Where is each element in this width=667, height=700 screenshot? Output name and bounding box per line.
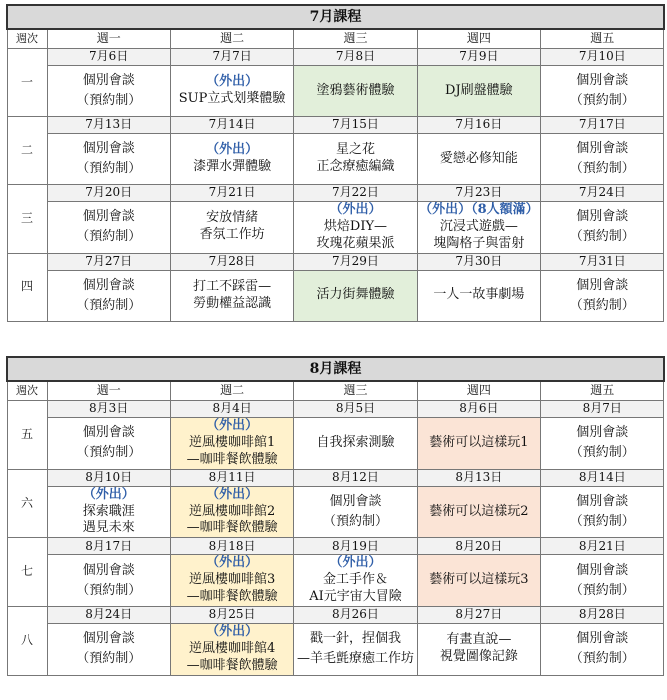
date-cell: 8月10日 — [47, 469, 170, 486]
weekday-header: 週二 — [170, 381, 293, 401]
july-title: 7月課程 — [7, 5, 664, 29]
activity-cell — [170, 270, 293, 321]
activity-text: 逆風樓咖啡館2 — [188, 503, 276, 519]
weekday-header: 週五 — [541, 29, 664, 49]
activity-row — [7, 624, 664, 676]
activity-cell — [47, 270, 170, 321]
date-cell: 8月4日 — [170, 401, 293, 418]
date-row — [7, 117, 664, 134]
activity-cell — [294, 202, 417, 254]
date-cell: 8月12日 — [294, 469, 417, 486]
date-cell: 7月20日 — [47, 185, 170, 202]
date-cell: 8月6日 — [417, 401, 540, 418]
activity-text: 逆風樓咖啡館4 — [188, 640, 276, 656]
date-cell: 7月7日 — [170, 49, 293, 66]
date-cell: 8月24日 — [47, 607, 170, 624]
activity-cell — [170, 202, 293, 254]
activity-cell — [47, 202, 170, 254]
july-schedule-table — [6, 4, 665, 322]
date-cell: 8月19日 — [294, 538, 417, 555]
activity-cell — [47, 555, 170, 607]
outing-label: （外出） — [329, 202, 382, 217]
date-cell: 7月21日 — [170, 185, 293, 202]
date-cell: 8月11日 — [170, 469, 293, 486]
activity-cell — [541, 202, 664, 254]
activity-cell — [294, 134, 417, 185]
activity-cell — [417, 486, 540, 538]
activity-text: 個別會談 — [576, 562, 629, 578]
activity-text: 個別會談 — [82, 562, 135, 578]
activity-cell — [170, 134, 293, 185]
activity-text: —羊毛氈療癒工作坊 — [296, 651, 414, 667]
date-cell: 7月14日 — [170, 117, 293, 134]
activity-cell — [294, 486, 417, 538]
activity-text: 藝術可以這樣玩3 — [429, 572, 529, 588]
activity-text: 視覺圖像記錄 — [439, 649, 518, 665]
date-cell: 7月15日 — [294, 117, 417, 134]
outing-label: （外出） — [206, 486, 259, 502]
activity-text: SUP立式划槳體驗 — [178, 91, 286, 106]
activity-text: 愛戀必修知能 — [439, 150, 518, 166]
date-cell: 7月28日 — [170, 253, 293, 270]
date-cell: 7月24日 — [541, 185, 664, 202]
date-cell: 8月25日 — [170, 607, 293, 624]
activity-text: —咖啡餐飲體驗 — [186, 451, 278, 467]
activity-text: （預約制） — [569, 582, 635, 598]
week-number: 一 — [7, 49, 47, 117]
activity-cell — [417, 624, 540, 676]
outing-label: （外出）（8人額滿） — [419, 202, 539, 217]
activity-text: 自我探索測驗 — [316, 434, 395, 450]
activity-row — [7, 486, 664, 538]
activity-text: 個別會談 — [576, 493, 629, 509]
weekday-header: 週二 — [170, 29, 293, 49]
week-number: 四 — [7, 253, 47, 321]
activity-text: 正念療癒編織 — [316, 159, 395, 174]
date-row — [7, 607, 664, 624]
activity-cell — [417, 270, 540, 321]
activity-text: 探索職涯 — [82, 503, 135, 519]
activity-cell — [294, 66, 417, 117]
july-header-row — [7, 29, 664, 49]
date-cell: 7月9日 — [417, 49, 540, 66]
activity-text: —咖啡餐飲體驗 — [186, 520, 278, 536]
weekday-header: 週三 — [294, 381, 417, 401]
week-number: 三 — [7, 185, 47, 254]
august-header-row — [7, 381, 664, 401]
activity-text: 一人一故事劇場 — [433, 287, 525, 303]
activity-text: （預約制） — [76, 445, 142, 461]
activity-row — [7, 202, 664, 254]
activity-text: 個別會談 — [576, 631, 629, 647]
date-row — [7, 49, 664, 66]
activity-text: （預約制） — [76, 651, 142, 667]
activity-text: 玫瑰花蘋果派 — [316, 235, 395, 251]
activity-text: 遇見未來 — [82, 520, 135, 536]
weekday-header: 週五 — [541, 381, 664, 401]
activity-text: 星之花 — [335, 142, 375, 158]
date-cell: 8月5日 — [294, 401, 417, 418]
activity-text: 個別會談 — [82, 72, 135, 88]
activity-text: 個別會談 — [329, 493, 382, 509]
activity-cell — [541, 486, 664, 538]
activity-text: 個別會談 — [82, 425, 135, 441]
activity-text: （預約制） — [569, 514, 635, 529]
activity-text: 藝術可以這樣玩2 — [429, 503, 529, 519]
activity-text: AI元宇宙大冒險 — [309, 589, 402, 605]
week-number: 八 — [7, 607, 47, 676]
date-row — [7, 185, 664, 202]
weekday-header: 週一 — [47, 29, 170, 49]
activity-cell — [417, 418, 540, 470]
august-title-row — [7, 357, 664, 381]
activity-row — [7, 270, 664, 321]
date-cell: 8月13日 — [417, 469, 540, 486]
activity-text: 香氛工作坊 — [199, 227, 265, 243]
activity-text: 個別會談 — [82, 277, 135, 293]
date-cell: 7月16日 — [417, 117, 540, 134]
activity-cell — [541, 66, 664, 117]
date-cell: 7月10日 — [541, 49, 664, 66]
activity-text: 安放情緒 — [206, 210, 259, 226]
activity-cell — [47, 418, 170, 470]
activity-cell — [541, 270, 664, 321]
activity-text: 金工手作＆ — [322, 572, 388, 588]
outing-label: （外出） — [206, 624, 259, 640]
week-number: 二 — [7, 117, 47, 185]
activity-cell — [47, 134, 170, 185]
activity-text: 逆風樓咖啡館3 — [188, 572, 276, 588]
activity-row — [7, 66, 664, 117]
activity-text: （預約制） — [76, 93, 142, 108]
activity-cell — [541, 134, 664, 185]
date-cell: 8月7日 — [541, 401, 664, 418]
august-title: 8月課程 — [7, 357, 664, 381]
date-cell: 8月14日 — [541, 469, 664, 486]
date-cell: 7月23日 — [417, 185, 540, 202]
activity-text: 藝術可以這樣玩1 — [429, 434, 529, 450]
activity-cell — [294, 624, 417, 676]
date-cell: 8月20日 — [417, 538, 540, 555]
date-cell: 7月30日 — [417, 253, 540, 270]
date-cell: 8月21日 — [541, 538, 664, 555]
date-cell: 8月3日 — [47, 401, 170, 418]
date-cell: 7月8日 — [294, 49, 417, 66]
activity-text: 個別會談 — [576, 277, 629, 293]
activity-cell — [294, 270, 417, 321]
outing-label: （外出） — [206, 142, 259, 158]
activity-text: 塗鴉藝術體驗 — [316, 82, 395, 98]
activity-cell — [294, 555, 417, 607]
outing-label: （外出） — [206, 555, 259, 571]
week-number: 六 — [7, 469, 47, 538]
activity-text: 烘焙DIY— — [323, 218, 388, 234]
outing-label: （外出） — [206, 418, 259, 433]
activity-cell — [417, 555, 540, 607]
activity-text: （預約制） — [76, 161, 142, 176]
week-column-header: 週次 — [7, 381, 47, 401]
activity-text: （預約制） — [76, 229, 142, 245]
activity-text: 戳一針，捏個我 — [309, 631, 401, 647]
date-row — [7, 538, 664, 555]
activity-text: 沉浸式遊戲— — [439, 218, 518, 234]
activity-row — [7, 555, 664, 607]
activity-text: 逆風樓咖啡館1 — [188, 434, 276, 450]
activity-text: 個別會談 — [82, 140, 135, 156]
activity-text: 個別會談 — [576, 425, 629, 441]
activity-cell — [417, 66, 540, 117]
week-column-header: 週次 — [7, 29, 47, 49]
activity-cell — [294, 418, 417, 470]
activity-text: 個別會談 — [576, 140, 629, 156]
activity-text: （預約制） — [569, 651, 635, 667]
date-row — [7, 253, 664, 270]
outing-label: （外出） — [329, 555, 382, 571]
date-cell: 7月17日 — [541, 117, 664, 134]
date-row — [7, 401, 664, 418]
date-cell: 8月28日 — [541, 607, 664, 624]
activity-text: （預約制） — [569, 229, 635, 245]
activity-text: （預約制） — [76, 582, 142, 598]
activity-text: 個別會談 — [576, 209, 629, 225]
activity-cell — [47, 486, 170, 538]
activity-text: 塊陶格子與雷射 — [433, 235, 525, 251]
activity-row — [7, 418, 664, 470]
activity-cell — [47, 624, 170, 676]
activity-text: 有畫直說— — [446, 632, 512, 648]
outing-label: （外出） — [206, 74, 259, 90]
date-cell: 7月22日 — [294, 185, 417, 202]
activity-row — [7, 134, 664, 185]
activity-text: （預約制） — [322, 514, 388, 529]
activity-cell — [170, 624, 293, 676]
date-cell: 7月31日 — [541, 253, 664, 270]
weekday-header: 週一 — [47, 381, 170, 401]
weekday-header: 週四 — [417, 29, 540, 49]
activity-cell — [541, 624, 664, 676]
activity-text: —咖啡餐飲體驗 — [186, 657, 278, 673]
activity-cell — [170, 418, 293, 470]
date-cell: 7月6日 — [47, 49, 170, 66]
activity-text: 活力街舞體驗 — [316, 287, 395, 303]
activity-cell — [417, 134, 540, 185]
activity-text: 勞動權益認識 — [193, 295, 272, 311]
activity-cell — [541, 555, 664, 607]
activity-cell — [170, 486, 293, 538]
date-cell: 7月27日 — [47, 253, 170, 270]
outing-label: （外出） — [82, 486, 135, 502]
activity-text: DJ刷盤體驗 — [445, 82, 513, 98]
activity-cell — [417, 202, 540, 254]
activity-text: 個別會談 — [576, 72, 629, 88]
activity-text: 漆彈水彈體驗 — [193, 159, 272, 174]
weekday-header: 週三 — [294, 29, 417, 49]
august-schedule-table — [6, 356, 665, 676]
date-cell: 8月27日 — [417, 607, 540, 624]
week-number: 五 — [7, 401, 47, 470]
date-cell: 7月13日 — [47, 117, 170, 134]
activity-text: 個別會談 — [82, 631, 135, 647]
date-row — [7, 469, 664, 486]
week-number: 七 — [7, 538, 47, 607]
activity-text: （預約制） — [569, 445, 635, 461]
weekday-header: 週四 — [417, 381, 540, 401]
activity-cell — [170, 555, 293, 607]
activity-cell — [170, 66, 293, 117]
date-cell: 8月17日 — [47, 538, 170, 555]
activity-text: （預約制） — [569, 161, 635, 176]
date-cell: 8月18日 — [170, 538, 293, 555]
activity-text: —咖啡餐飲體驗 — [186, 589, 278, 605]
activity-cell — [541, 418, 664, 470]
activity-text: （預約制） — [569, 297, 635, 313]
activity-text: （預約制） — [569, 93, 635, 108]
activity-text: （預約制） — [76, 297, 142, 313]
date-cell: 7月29日 — [294, 253, 417, 270]
july-title-row — [7, 5, 664, 29]
activity-text: 個別會談 — [82, 209, 135, 225]
activity-cell — [47, 66, 170, 117]
date-cell: 8月26日 — [294, 607, 417, 624]
activity-text: 打工不踩雷— — [193, 278, 272, 294]
